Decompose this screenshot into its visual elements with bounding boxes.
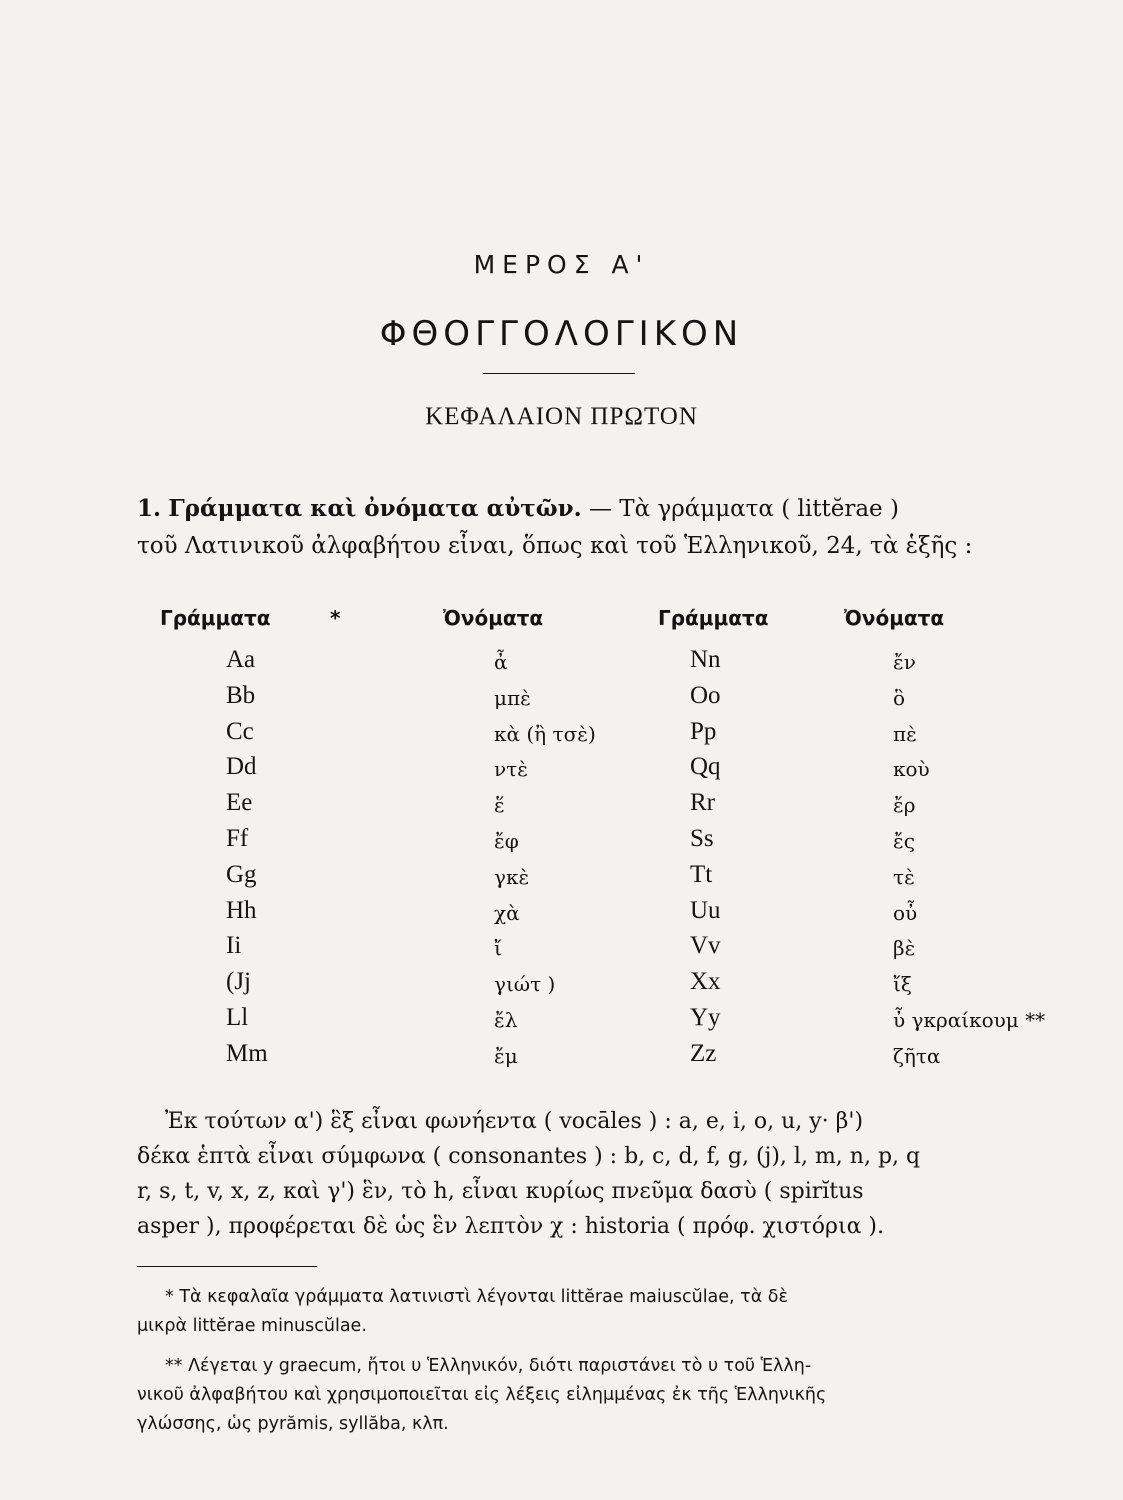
name-cell: γκὲ [494,864,530,889]
name-cell: κοὺ [893,757,930,782]
name-cell: ἔλ [494,1008,518,1032]
table-row [0,753,1123,793]
letter-cell: Pp [690,717,717,745]
name-cell: ἆ [494,650,508,674]
letter-cell: Xx [690,968,721,996]
table-row [0,682,1123,722]
paragraph-line-4: asper ), προφέρεται δὲ ὡς ἓν λεπτὸν χ : historia ( πρόφ. χιστόρια ). [137,1214,885,1239]
table-row [0,932,1123,972]
vowels-consonants-paragraph [137,1104,987,1244]
footnote-divider [137,1266,317,1267]
name-cell: ἔμ [494,1043,518,1068]
table-row [0,825,1123,865]
letter-cell: Tt [690,860,713,888]
name-cell: ὃ [893,685,906,710]
intro-heading: Γράμματα καὶ ὀνόματα αὐτῶν. [168,495,582,522]
name-cell: ἔρ [893,793,916,818]
header-letters-right: Γράμματα [658,606,769,630]
name-cell: μπὲ [494,685,531,710]
name-cell: ἴξ [893,972,912,997]
name-cell: χὰ [494,900,520,925]
name-cell: οὖ [893,900,918,925]
footnotes [137,1283,987,1439]
letter-cell: Uu [690,896,721,924]
name-cell: τὲ [893,864,915,889]
letter-cell: Υy [690,1004,721,1031]
letter-cell: Zz [690,1039,717,1067]
table-row [0,1040,1123,1080]
letter-cell: Ss [690,825,714,852]
table-row [0,646,1123,686]
name-cell: πὲ [893,721,917,746]
letter-cell: (Jj [226,968,251,996]
letter-cell: Aa [226,646,256,673]
name-cell: ντὲ [494,757,528,782]
paragraph-line-2: δέκα ἑπτὰ εἶναι σύμφωνα ( consonantes ) : b, c, d, f, g, (j), l, m, n, p, q [137,1144,921,1169]
footnote-2-line-2: νικοῦ ἀλφαβήτου καὶ χρησιμοποιεῖται εἰς λέξεις εἰλημμένας ἐκ τῆς Ἑλληνικῆς [137,1385,827,1405]
paragraph-line-1: Ἐκ τούτων α') ἓξ εἶναι φωνήεντα ( vocāles ) : a, e, i, o, u, y· β') [165,1109,864,1134]
footnote-1-line-2: μικρὰ littĕrae minuscŭlae. [137,1316,367,1336]
letter-cell: Ff [226,825,249,852]
name-cell: κὰ (ἢ τσὲ) [494,721,596,746]
name-cell: ἴ [494,936,502,961]
table-row [0,861,1123,901]
name-cell: ἕ [494,793,505,818]
letter-cell: Dd [226,753,257,781]
table-row [0,897,1123,937]
letter-cell: Rr [690,789,715,817]
footnote-spacer [137,1341,987,1352]
letter-cell: Vv [690,932,721,960]
name-cell: γιώτ ) [494,972,556,997]
part-title: ΜΕΡΟΣ Α' [473,250,650,279]
letter-cell: Ii [226,932,242,960]
table-row [0,1004,1123,1044]
header-names-right: Ὀνόματα [844,606,945,630]
name-cell: ζῆτα [893,1043,941,1068]
footnote-2-line-3: γλώσσης, ὡς pyrămis, syllăba, κλπ. [137,1414,449,1434]
alphabet-table [0,606,1123,1076]
letter-cell: Nn [690,646,721,673]
paragraph-line-3: r, s, t, v, x, z, καὶ γ') ἓν, τὸ h, εἶναι κυρίως πνεῦμα δασὺ ( spirĭtus [137,1179,864,1204]
footnote-2-line-1: ** Λέγεται y graecum, ἤτοι υ Ἑλληνικόν, διότι παριστάνει τὸ υ τοῦ Ἑλλη- [165,1356,812,1376]
section-title: ΦΘΟΓΓΟΛΟΓΙΚΟΝ [379,314,744,354]
name-cell: ὖ γκραίκουμ ** [893,1008,1046,1032]
chapter-title: ΚΕΦΑΛΑΙΟΝ ΠΡΩΤΟΝ [425,403,698,430]
title-divider [483,373,635,374]
intro-line-2: τοῦ Λατινικοῦ ἀλφαβήτου εἶναι, ὅπως καὶ τοῦ Ἑλληνικοῦ, 24, τὰ ἑξῆς : [137,533,973,559]
letter-cell: Oo [690,681,721,709]
header-footnote-star: * [330,606,341,630]
name-cell: ἔφ [494,829,519,853]
letter-cell: Cc [226,717,254,745]
letter-cell: Ee [226,789,253,817]
letter-cell: Ll [226,1004,249,1031]
letter-cell: Mm [226,1039,268,1067]
intro-paragraph [137,490,987,565]
letter-cell: Bb [226,681,256,709]
name-cell: ἔν [893,650,916,674]
name-cell: ἔς [893,829,915,853]
header-names-left: Ὀνόματα [443,606,544,630]
intro-line-1-rest: — Τὰ γράμματα ( littĕrae ) [581,496,899,522]
table-row [0,789,1123,829]
letter-cell: Gg [226,860,257,888]
letter-cell: Qq [690,753,721,781]
header-letters-left: Γράμματα [160,606,271,630]
footnote-1-line-1: * Τὰ κεφαλαῖα γράμματα λατινιστὶ λέγονται littĕrae maiuscŭlae, τὰ δὲ [165,1287,788,1307]
name-cell: βὲ [893,936,916,961]
table-row [0,718,1123,758]
table-row [0,968,1123,1008]
letter-cell: Hh [226,896,257,924]
intro-line-1 [137,490,987,528]
intro-number: 1. [137,495,162,522]
